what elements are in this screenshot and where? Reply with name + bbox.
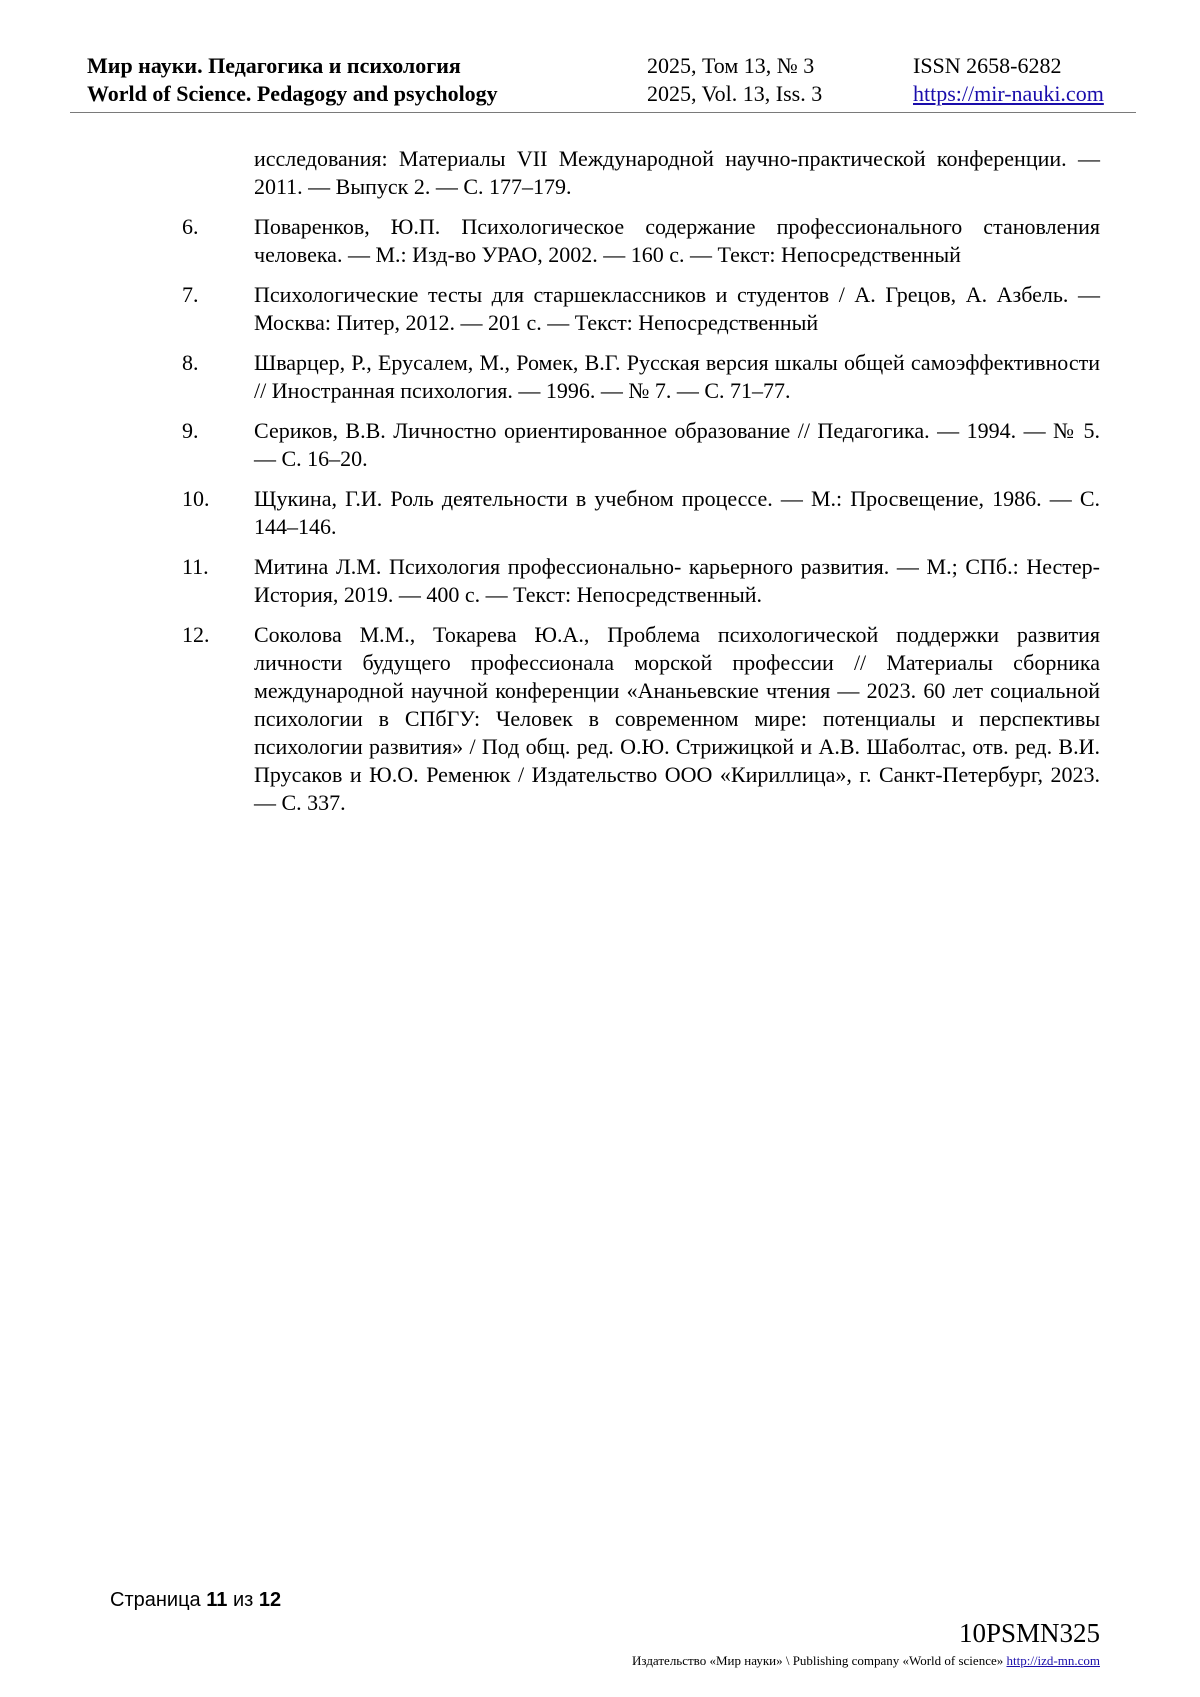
- reference-text: исследования: Материалы VII Международной научно-практической конференции. — 2011. — Выпуск 2. — С. 177–179.: [254, 146, 1100, 199]
- reference-text: Щукина, Г.И. Роль деятельности в учебном процессе. — М.: Просвещение, 1986. — С. 144–146.: [254, 486, 1100, 539]
- page-current: 11: [206, 1589, 228, 1611]
- reference-number: 12.: [182, 622, 210, 647]
- reference-text: Шварцер, Р., Ерусалем, М., Ромек, В.Г. Русская версия шкалы общей самоэффективности // Иностранная психология. — 1996. — № 7. — С. 71–77.: [254, 350, 1100, 403]
- journal-site-link[interactable]: https://mir-nauki.com: [913, 81, 1104, 106]
- reference-item: [182, 553, 1100, 609]
- reference-item: [182, 621, 1100, 817]
- reference-number: 10.: [182, 486, 210, 511]
- reference-text: Сериков, В.В. Личностно ориентированное образование // Педагогика. — 1994. — № 5. — С. 16–20.: [254, 418, 1100, 471]
- page-counter: [110, 1589, 281, 1612]
- article-code: 10PSMN325: [958, 1618, 1100, 1648]
- journal-title-en: World of Science. Pedagogy and psychology: [87, 81, 498, 106]
- issn: ISSN 2658-6282: [913, 53, 1062, 78]
- reference-item: [182, 485, 1100, 541]
- reference-number: 8.: [182, 350, 199, 375]
- page-of: из: [232, 1589, 254, 1611]
- reference-number: 9.: [182, 418, 199, 443]
- reference-number: 11.: [182, 554, 209, 579]
- page-label: Страница: [110, 1589, 201, 1611]
- reference-item: [182, 281, 1100, 337]
- reference-continuation: [182, 145, 1100, 201]
- page-total: 12: [258, 1589, 282, 1611]
- publisher-link[interactable]: http://izd-mn.com: [1006, 1653, 1100, 1668]
- reference-text: Соколова М.М., Токарева Ю.А., Проблема психологической поддержки развития личности будущего профессионала морской профессии // Материалы сборника международной научной конференции «Ананьевские чтения — 2023. 60 лет социальной психологии в СПбГУ: Человек в современном мире: потенциалы и перспективы психологии развития» / Под общ. ред. О.Ю. Стрижицкой и А.В. Шаболтас, отв. ред. В.И. Прусаков и Ю.О. Ременюк / Издательство ООО «Кириллица», г. Санкт-Петербург, 2023. — С. 337.: [254, 622, 1100, 815]
- reference-text: Психологические тесты для старшеклассников и студентов / А. Грецов, А. Азбель. — Москва: Питер, 2012. — 201 с. — Текст: Непосредственный: [254, 282, 1100, 335]
- reference-number: 6.: [182, 214, 199, 239]
- reference-text: Поваренков, Ю.П. Психологическое содержание профессионального становления человека. — М.: Изд-во УРАО, 2002. — 160 с. — Текст: Непосредственный: [254, 214, 1100, 267]
- reference-item: [182, 349, 1100, 405]
- journal-title-ru: Мир науки. Педагогика и психология: [87, 53, 461, 78]
- issue-ru: 2025, Том 13, № 3: [647, 53, 815, 78]
- issue-en: 2025, Vol. 13, Iss. 3: [647, 81, 823, 106]
- publisher-text: Издательство «Мир науки» \ Publishing company «World of science»: [632, 1653, 1004, 1668]
- reference-text: Митина Л.М. Психология профессионально- карьерного развития. — М.; СПб.: Нестер-История, 2019. — 400 с. — Текст: Непосредственный.: [254, 554, 1100, 607]
- reference-number: 7.: [182, 282, 199, 307]
- reference-list: [182, 145, 1100, 829]
- header-divider: [70, 112, 1136, 113]
- reference-item: [182, 417, 1100, 473]
- page-header: [87, 52, 1142, 112]
- reference-item: [182, 213, 1100, 269]
- issn-info: [913, 52, 1104, 108]
- issue-info: [647, 52, 822, 108]
- publisher-line: [632, 1653, 1100, 1669]
- journal-title: [87, 52, 498, 108]
